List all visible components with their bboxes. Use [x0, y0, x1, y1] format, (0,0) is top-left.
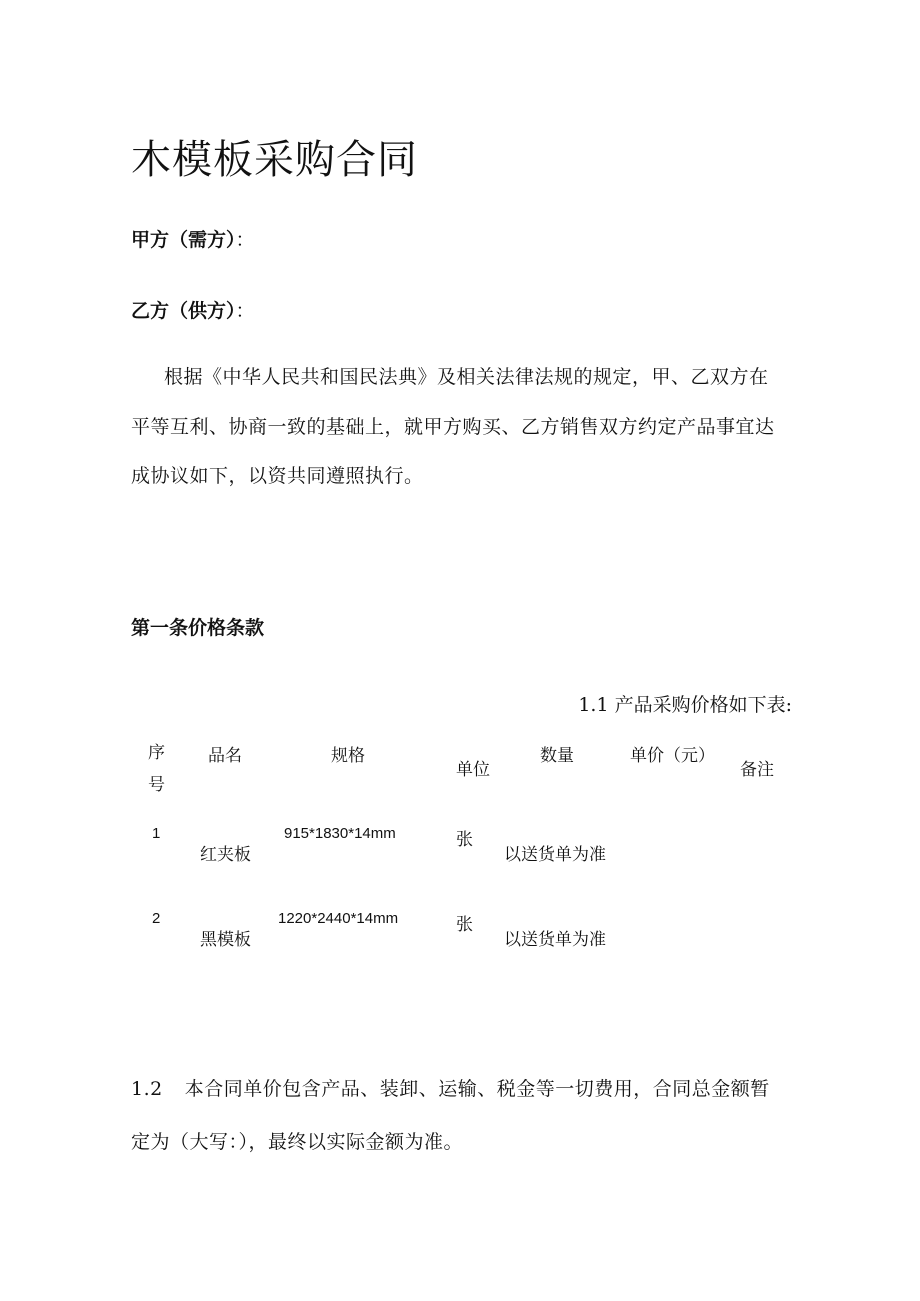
header-qty: 数量 — [540, 746, 574, 766]
row-2-name: 黑模板 — [200, 930, 251, 950]
row-2-unit: 张 — [456, 915, 473, 935]
party-b-label: 乙方（供方） — [131, 300, 236, 322]
row-2-seq: 2 — [152, 910, 161, 927]
party-b-colon: ： — [235, 300, 255, 322]
preamble-line-1: 根据《中华人民共和国民法典》及相关法律法规的规定，甲、乙双方在 — [164, 366, 769, 388]
preamble-line-3: 成协议如下，以资共同遵照执行。 — [131, 465, 424, 487]
section-1-title: 第一条价格条款 — [131, 617, 265, 639]
header-name: 品名 — [208, 746, 242, 766]
preamble-line-2: 平等互利、协商一致的基础上，就甲方购买、乙方销售双方约定产品事宜达 — [131, 416, 775, 438]
header-seq-2: 号 — [148, 775, 165, 795]
row-1-qty: 以送货单为准 — [504, 845, 606, 865]
row-2-spec: 1220*2440*14mm — [278, 910, 399, 927]
row-1-seq: 1 — [152, 825, 161, 842]
row-1-spec: 915*1830*14mm — [284, 825, 396, 842]
party-a-colon: ： — [235, 229, 255, 251]
clause-1-2-text-1: 本合同单价包含产品、装卸、运输、税金等一切费用，合同总金额暂 — [184, 1078, 770, 1100]
header-spec: 规格 — [331, 746, 365, 766]
clause-1-2-line-1 — [131, 1074, 770, 1101]
header-seq-1: 序 — [148, 743, 165, 763]
clause-1-2-line-2: 定为（大写：），最终以实际金额为准。 — [131, 1131, 464, 1153]
row-2-qty: 以送货单为准 — [504, 930, 606, 950]
row-1-unit: 张 — [456, 830, 473, 850]
party-b-line — [131, 296, 255, 323]
row-1-name: 红夹板 — [200, 845, 251, 865]
party-a-line — [131, 225, 255, 252]
header-unit: 单位 — [456, 760, 490, 780]
document-title: 木模板采购合同 — [131, 137, 418, 183]
clause-1-2-number: 1.2 — [131, 1078, 163, 1100]
header-remark: 备注 — [740, 760, 774, 780]
header-price: 单价（元） — [630, 746, 715, 766]
price-table-caption: 1.1 产品采购价格如下表: — [578, 694, 792, 716]
party-a-label: 甲方（需方） — [131, 229, 236, 251]
